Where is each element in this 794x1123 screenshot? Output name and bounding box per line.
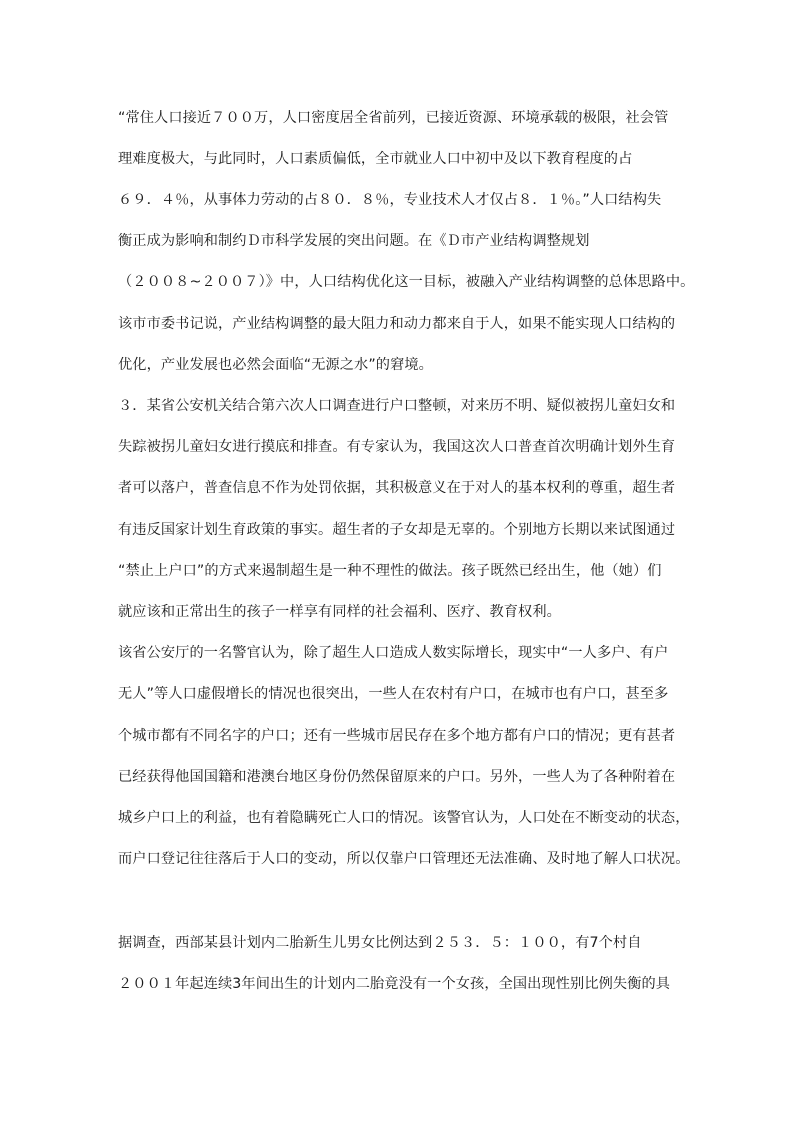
- text-line: 者可以落户，普查信息不作为处罚依据，其积极意义在于对人的基本权利的尊重，超生者: [118, 480, 676, 496]
- text-line: 城乡户口上的利益，也有着隐瞒死亡人口的情况。该警官认为，人口处在不断变动的状态，: [118, 810, 690, 826]
- text-line: 失踪被拐儿童妇女进行摸底和排查。有专家认为，我国这次人口普查首次明确计划外生育: [118, 439, 676, 455]
- text-line: 据调查，西部某县计划内二胎新生儿男女比例达到２５３．５：１００，有7个村自: [118, 935, 642, 951]
- text-line: 理难度极大，与此同时，人口素质偏低，全市就业人口中初中及以下教育程度的占: [118, 151, 633, 167]
- text-line: 无人”等人口虚假增长的情况也很突出，一些人在农村有户口，在城市也有户口，甚至多: [118, 686, 669, 702]
- text-line: （２００８~２００７）》中，人口结构优化这一目标，被融入产业结构调整的总体思路中。: [118, 274, 695, 290]
- text-line: ３．某省公安机关结合第六次人口调查进行户口整顿，对来历不明、疑似被拐儿童妇女和: [118, 398, 676, 414]
- text-line: 该省公安厅的一名警官认为，除了超生人口造成人数实际增长，现实中“一人多户、有户: [118, 645, 669, 661]
- text-line: 已经获得他国国籍和港澳台地区身份仍然保留原来的户口。另外，一些人为了各种附着在: [118, 769, 676, 785]
- text-line: 该市市委书记说，产业结构调整的最大阻力和动力都来自于人，如果不能实现人口结构的: [118, 316, 676, 332]
- text-line: 优化，产业发展也必然会面临“无源之水”的窘境。: [118, 357, 433, 373]
- text-line: 有违反国家计划生育政策的事实。超生者的子女却是无辜的。个别地方长期以来试图通过: [118, 522, 676, 538]
- text-line: 个城市都有不同名字的户口；还有一些城市居民存在多个地方都有户口的情况；更有甚者: [118, 728, 676, 744]
- text-line: ６９．４％，从事体力劳动的占８０．８％，专业技术人才仅占８．１％。”人口结构失: [118, 192, 662, 208]
- text-line: ２００１年起连续3年间出生的计划内二胎竟没有一个女孩，全国出现性别比例失衡的具: [118, 976, 671, 992]
- text-line: 衡正成为影响和制约Ｄ市科学发展的突出问题。在《Ｄ市产业结构调整规划: [118, 233, 590, 249]
- text-line: 而户口登记往往落后于人口的变动，所以仅靠户口管理还无法准确、及时地了解人口状况。: [118, 851, 690, 867]
- text-line: 就应该和正常出生的孩子一样享有同样的社会福利、医疗、教育权利。: [118, 604, 561, 620]
- text-line: “常住人口接近７００万，人口密度居全省前列，已接近资源、环境承载的极限，社会管: [118, 110, 669, 126]
- text-line: “禁止上户口”的方式来遏制超生是一种不理性的做法。孩子既然已经出生，他（她）们: [118, 563, 662, 579]
